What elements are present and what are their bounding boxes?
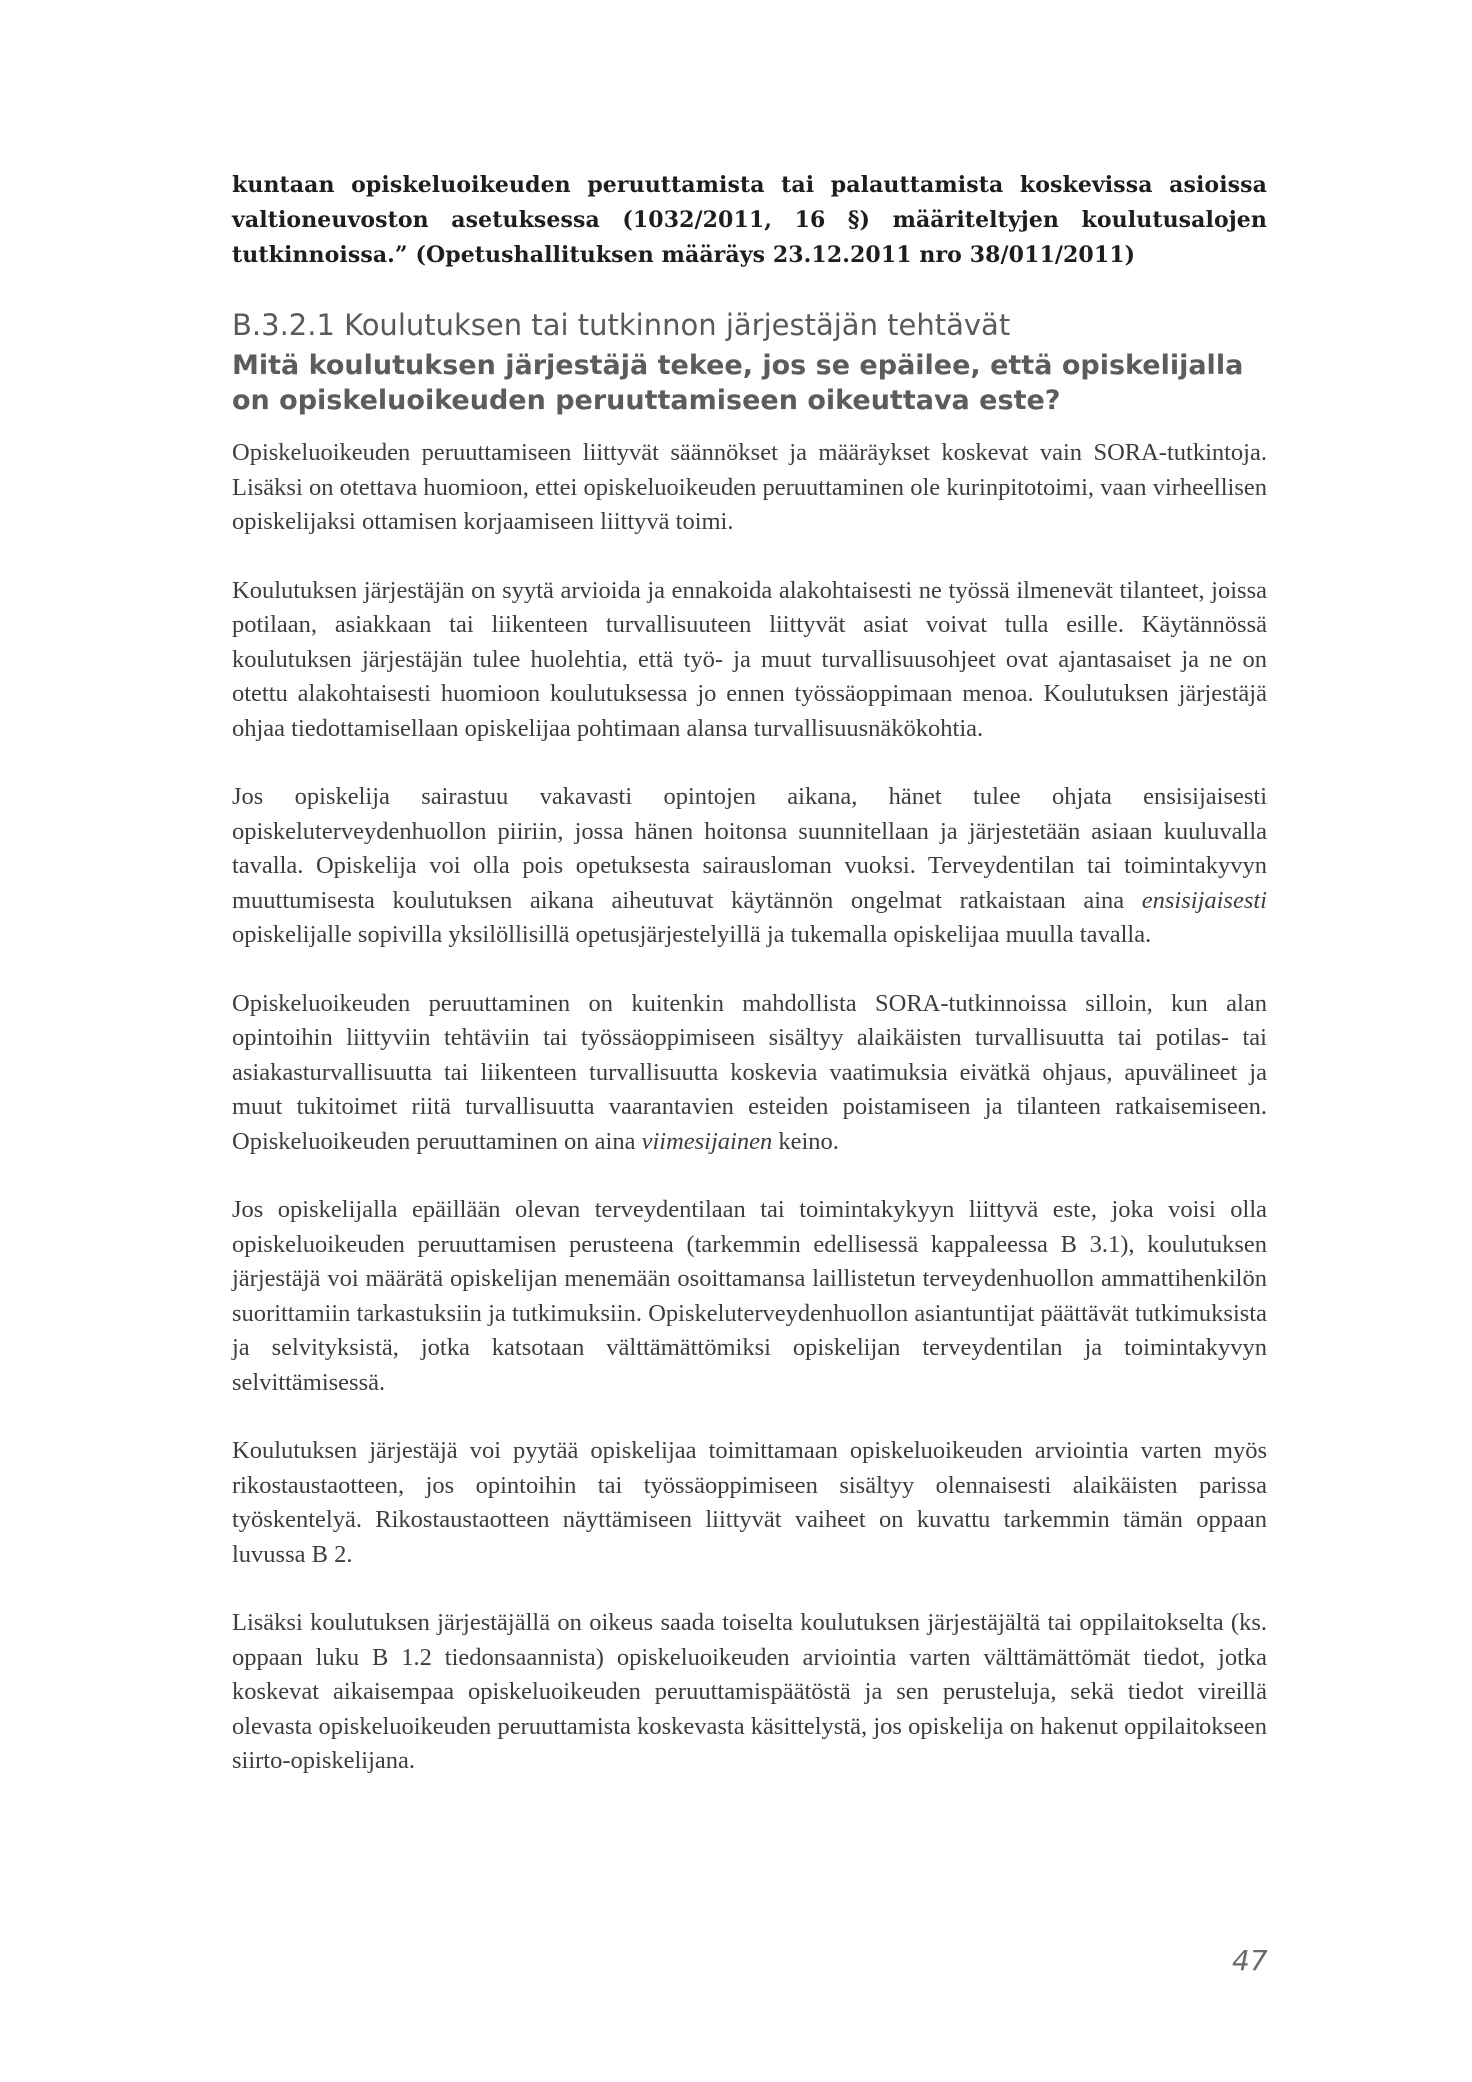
- paragraph-4: [232, 987, 1267, 1160]
- paragraph-3: [232, 780, 1267, 953]
- paragraph-7: Lisäksi koulutuksen järjestäjällä on oikeus saada toiselta koulutuksen järjestäjältä tai oppilaitokselta (ks. oppaan luku B 1.2 tiedonsaannista) opiskeluoikeuden arviointia varten välttämättömät tiedot, jotka koskevat aikaisempaa opiskeluoikeuden peruuttamispäätöstä ja sen perusteluja, sekä tiedot vireillä olevasta opiskeluoikeuden peruuttamista koskevasta käsittelystä, jos opiskelija on hakenut oppilaitokseen siirto-opiskelijana.: [232, 1609, 1267, 1774]
- paragraph-4-text-start: Opiskeluoikeuden peruuttaminen on kuitenkin mahdollista SORA-tutkinnoissa silloin, kun alan opintoihin liittyviin tehtäviin tai työssäoppimiseen sisältyy alaikäisten turvallisuutta tai potilas- tai asiakasturvallisuutta tai liikenteen turvallisuutta koskevia vaatimuksia eivätkä ohjaus, apuvälineet ja muut tukitoimet riitä turvallisuutta vaarantavien esteiden poistamiseen ja tilanteen ratkaisemiseen. Opiskeluoikeuden peruuttaminen on aina: [232, 989, 1267, 1155]
- page-number: 47: [1232, 1944, 1268, 1977]
- paragraph-6: Koulutuksen järjestäjä voi pyytää opiskelijaa toimittamaan opiskeluoikeuden arviointia varten myös rikostaustaotteen, jos opintoihin tai työssäoppimiseen sisältyy olennaisesti alaikäisten parissa työskentelyä. Rikostaustaotteen näyttämiseen liittyvät vaiheet on kuvattu tarkemmin tämän oppaan luvussa B 2.: [232, 1437, 1267, 1568]
- paragraph-1: Opiskeluoikeuden peruuttamiseen liittyvät säännökset ja määräykset koskevat vain SORA-tutkintoja. Lisäksi on otettava huomioon, ettei opiskeluoikeuden peruuttaminen ole kurinpitotoimi, vaan virheellisen opiskelijaksi ottamisen korjaamiseen liittyvä toimi.: [232, 439, 1267, 535]
- paragraph-3-text-end: opiskelijalle sopivilla yksilöllisillä opetusjärjestelyillä ja tukemalla opiskelijaa muulla tavalla.: [232, 921, 1152, 948]
- page-content: [232, 168, 1267, 1813]
- paragraph-4-text-end: keino.: [772, 1127, 839, 1155]
- paragraph-3-text-start: Jos opiskelija sairastuu vakavasti opintojen aikana, hänet tulee ohjata ensisijaisesti opiskeluterveydenhuollon piiriin, jossa hänen hoitonsa suunnitellaan ja järjestetään asiaan kuuluvalla tavalla. Opiskelija voi olla pois opetuksesta sairausloman vuoksi. Terveydentilan tai toimintakyvyn muuttumisesta koulutuksen aikana aiheutuvat käytännön ongelmat ratkaistaan aina: [232, 783, 1267, 914]
- section-subheading: Mitä koulutuksen järjestäjä tekee, jos se epäilee, että opiskelijalla on opiskeluoikeuden peruuttamiseen oikeuttava este?: [232, 350, 1244, 416]
- lead-quote: kuntaan opiskeluoikeuden peruuttamista tai palauttamista koskevissa asioissa valtioneuvoston asetuksessa (1032/2011, 16 §) määriteltyjen koulutusalojen tutkinnoissa.” (Opetushallituksen määräys 23.12.2011 nro 38/011/2011): [232, 172, 1267, 268]
- paragraph-2: Koulutuksen järjestäjän on syytä arvioida ja ennakoida alakohtaisesti ne työssä ilmenevät tilanteet, joissa potilaan, asiakkaan tai liikenteen turvallisuuteen liittyvät asiat voivat tulla esille. Käytännössä koulutuksen järjestäjän tulee huolehtia, että työ- ja muut turvallisuusohjeet ovat ajantasaiset ja ne on otettu alakohtaisesti huomioon koulutuksessa jo ennen työssäoppimaan menoa. Koulutuksen järjestäjä ohjaa tiedottamisellaan opiskelijaa pohtimaan alansa turvallisuusnäkökohtia.: [232, 576, 1267, 742]
- paragraph-3-emphasis: ensisijaisesti: [1141, 886, 1267, 914]
- section-heading: B.3.2.1 Koulutuksen tai tutkinnon järjestäjän tehtävät: [232, 308, 1011, 342]
- paragraph-4-emphasis: viimesijainen: [641, 1127, 773, 1155]
- paragraph-5: Jos opiskelijalla epäillään olevan terveydentilaan tai toimintakykyyn liittyvä este, joka voisi olla opiskeluoikeuden peruuttamisen perusteena (tarkemmin edellisessä kappaleessa B 3.1), koulutuksen järjestäjä voi määrätä opiskelijan menemään osoittamansa laillistetun terveydenhuollon ammattihenkilön suorittamiin tarkastuksiin ja tutkimuksiin. Opiskeluterveydenhuollon asiantuntijat päättävät tutkimuksista ja selvityksistä, jotka katsotaan välttämättömiksi opiskelijan terveydentilan ja toimintakyvyn selvittämisessä.: [232, 1196, 1267, 1396]
